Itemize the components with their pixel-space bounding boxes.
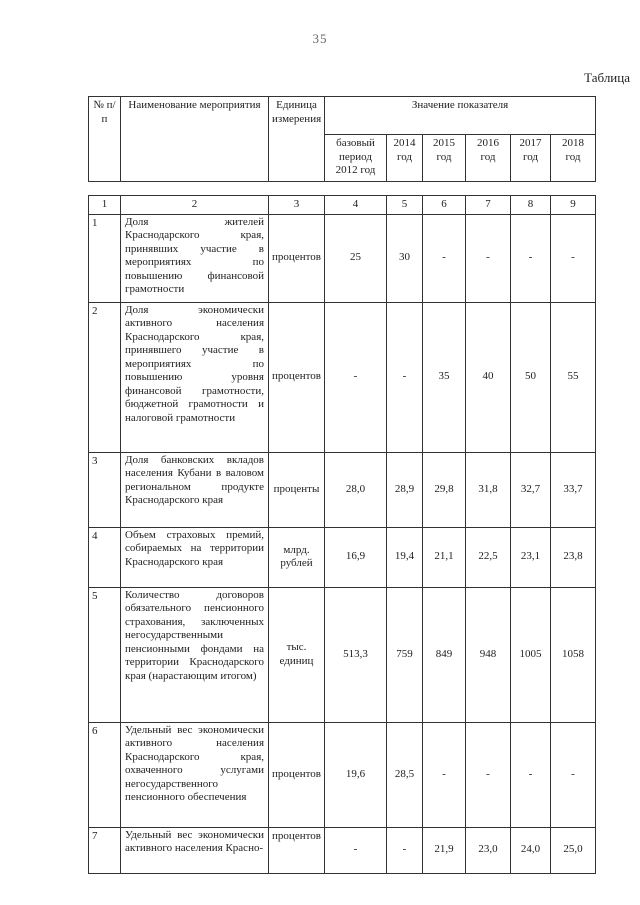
row-value: - [466,722,511,827]
row-value: 16,9 [325,527,387,587]
table-row [89,302,596,452]
row-value: 32,7 [511,452,551,527]
table-header [88,96,596,182]
table-row [89,587,596,722]
row-value: 22,5 [466,527,511,587]
column-number: 9 [551,196,596,215]
column-number: 4 [325,196,387,215]
table-row [89,722,596,827]
row-num: 3 [89,452,121,527]
row-name: Доля экономически активного населения Краснодарского края, принявшего участие в мероприятиях по повышению уровня финансовой грамотности, бюджетной грамотности и налоговой грамотности [121,302,269,452]
row-value: 25 [325,214,387,302]
row-value: 23,1 [511,527,551,587]
row-name: Объем страховых премий, собираемых на территории Краснодарского края [121,527,269,587]
row-value: 40 [466,302,511,452]
row-value: 28,9 [387,452,423,527]
row-value: 29,8 [423,452,466,527]
row-value: 21,1 [423,527,466,587]
row-unit: млрд. рублей [269,527,325,587]
row-value: 55 [551,302,596,452]
header-year: 2016 год [466,135,511,182]
row-value: - [551,214,596,302]
column-number: 7 [466,196,511,215]
column-number: 3 [269,196,325,215]
header-year: 2014 год [387,135,423,182]
column-number-row [89,196,596,215]
row-value: - [466,214,511,302]
column-number: 1 [89,196,121,215]
row-num: 7 [89,827,121,873]
data-table [88,195,596,874]
row-unit: процентов [269,302,325,452]
row-value: 19,4 [387,527,423,587]
row-name: Удельный вес экономически активного населения Краснодарского края, охваченного услугами негосударственного пенсионного обеспечения [121,722,269,827]
header-value: Значение показателя [325,97,596,135]
row-value: 21,9 [423,827,466,873]
row-value: - [511,722,551,827]
header-unit: Единица измерения [269,97,325,182]
row-value: 759 [387,587,423,722]
row-name: Доля банковских вкладов населения Кубани в валовом региональном продукте Краснодарского края [121,452,269,527]
page-number: 35 [312,31,328,46]
row-value: 513,3 [325,587,387,722]
row-num: 1 [89,214,121,302]
row-num: 2 [89,302,121,452]
header-num: № п/п [89,97,121,182]
row-num: 6 [89,722,121,827]
row-value: - [423,214,466,302]
row-value: - [511,214,551,302]
row-value: 849 [423,587,466,722]
row-name: Удельный вес экономически активного населения Красно- [121,827,269,873]
row-value: 28,5 [387,722,423,827]
row-value: - [387,827,423,873]
row-value: 19,6 [325,722,387,827]
row-value: - [551,722,596,827]
column-number: 5 [387,196,423,215]
table-row [89,527,596,587]
row-value: 28,0 [325,452,387,527]
row-num: 4 [89,527,121,587]
column-number: 6 [423,196,466,215]
column-number: 2 [121,196,269,215]
row-unit: тыс. единиц [269,587,325,722]
row-value: 35 [423,302,466,452]
row-value: 1058 [551,587,596,722]
table-row [89,452,596,527]
header-year: 2018 год [551,135,596,182]
row-value: - [423,722,466,827]
row-unit: процентов [269,827,325,873]
column-number: 8 [511,196,551,215]
row-num: 5 [89,587,121,722]
header-year: базовый период 2012 год [325,135,387,182]
row-value: 23,8 [551,527,596,587]
row-value: 1005 [511,587,551,722]
row-value: 50 [511,302,551,452]
row-unit: процентов [269,214,325,302]
row-unit: проценты [269,452,325,527]
row-value: - [325,827,387,873]
row-value: 24,0 [511,827,551,873]
row-value: - [387,302,423,452]
row-value: 25,0 [551,827,596,873]
row-name: Количество договоров обязательного пенсионного страхования, заключенных негосударственными пенсионными фондами на территории Краснодарского края (нарастающим итогом) [121,587,269,722]
row-value: - [325,302,387,452]
table-row [89,214,596,302]
table-row [89,827,596,873]
row-name: Доля жителей Краснодарского края, принявших участие в мероприятиях по повышению финансовой грамотности [121,214,269,302]
row-value: 948 [466,587,511,722]
row-value: 30 [387,214,423,302]
table-label: Таблица [584,70,630,85]
row-value: 33,7 [551,452,596,527]
row-value: 31,8 [466,452,511,527]
row-unit: процентов [269,722,325,827]
header-name: Наименование мероприятия [121,97,269,182]
header-year: 2017 год [511,135,551,182]
row-value: 23,0 [466,827,511,873]
header-year: 2015 год [423,135,466,182]
